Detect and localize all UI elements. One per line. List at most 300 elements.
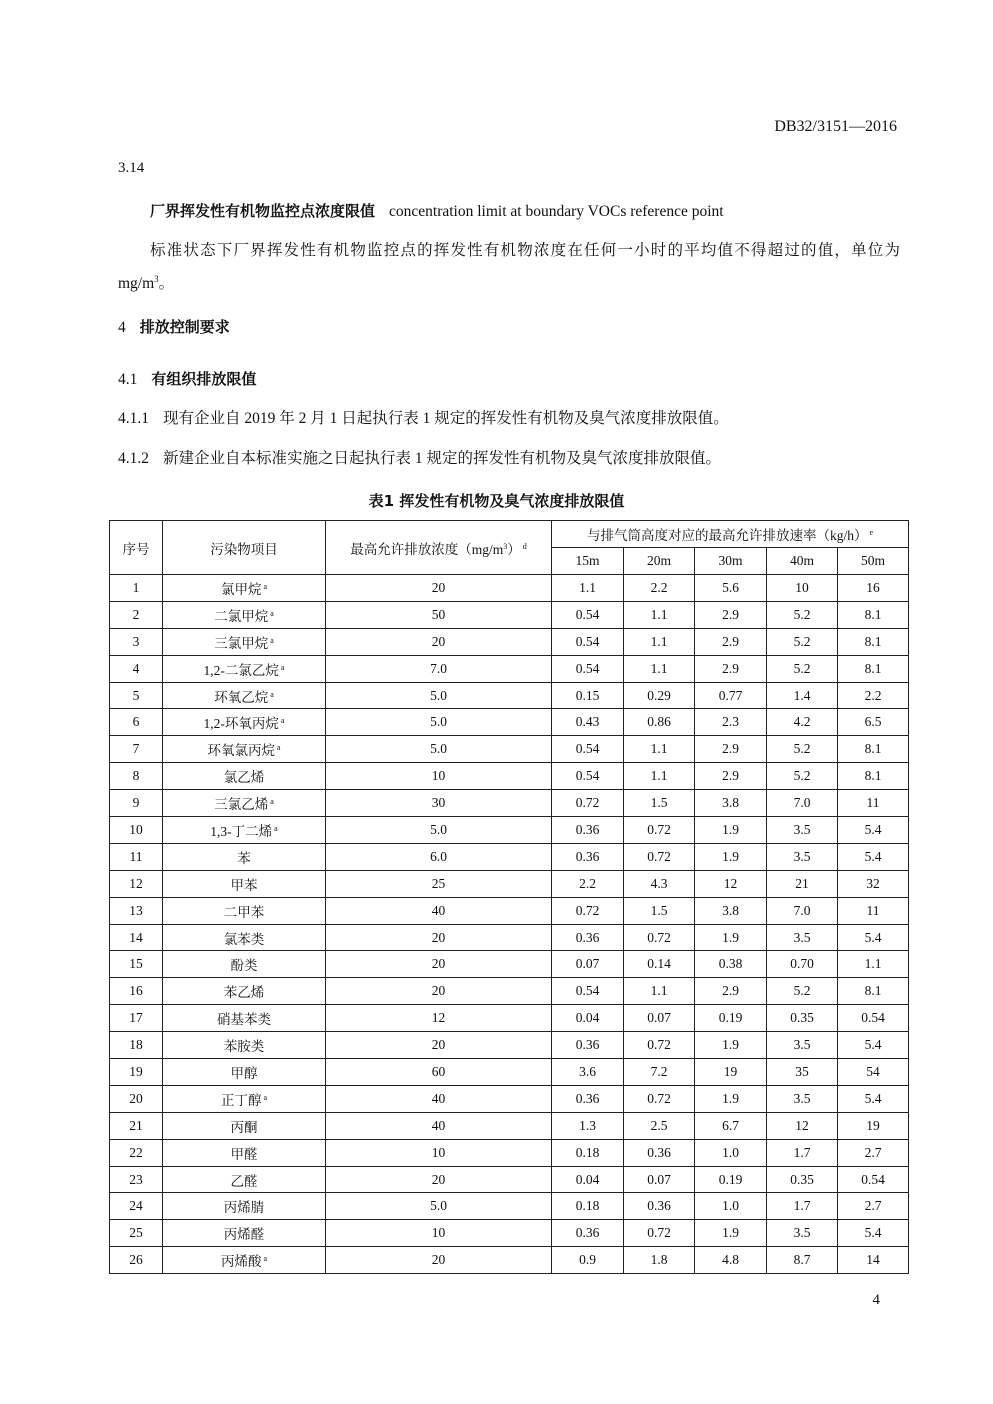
cell-max-concentration: 10 xyxy=(326,763,552,790)
pollutant-name: 二氯甲烷 xyxy=(214,608,269,624)
term-chinese: 厂界挥发性有机物监控点浓度限值 xyxy=(150,202,376,220)
cell-rate-15m: 0.36 xyxy=(552,1085,624,1112)
cell-seq: 11 xyxy=(110,843,163,870)
cell-seq: 24 xyxy=(110,1193,163,1220)
clause-4-1-2-number: 4.1.2 xyxy=(118,450,149,467)
footnote-marker: a xyxy=(263,1254,268,1264)
cell-rate-15m: 0.54 xyxy=(552,655,624,682)
cell-rate-50m: 0.54 xyxy=(838,1166,909,1193)
cell-seq: 18 xyxy=(110,1032,163,1059)
cell-rate-50m: 16 xyxy=(838,575,909,602)
cell-max-concentration: 12 xyxy=(326,1005,552,1032)
clause-4-1-1-text: 现有企业自 2019 年 2 月 1 日起执行表 1 规定的挥发性有机物及臭气浓度排放限值。 xyxy=(163,410,729,427)
pollutant-name: 丙烯腈 xyxy=(223,1200,265,1216)
term-definition xyxy=(118,236,900,298)
term-english: concentration limit at boundary VOCs reference point xyxy=(389,203,724,220)
cell-rate-40m: 3.5 xyxy=(767,1085,838,1112)
cell-max-concentration: 60 xyxy=(326,1059,552,1086)
cell-rate-50m: 6.5 xyxy=(838,709,909,736)
cell-seq: 6 xyxy=(110,709,163,736)
cell-rate-30m: 1.9 xyxy=(695,1220,767,1247)
cell-seq: 4 xyxy=(110,655,163,682)
cell-rate-30m: 0.38 xyxy=(695,951,767,978)
pollutant-name: 酚类 xyxy=(230,958,258,974)
cell-rate-50m: 5.4 xyxy=(838,1220,909,1247)
emission-limits-table xyxy=(109,520,909,1274)
definition-end: 。 xyxy=(158,275,175,293)
cell-rate-30m: 2.3 xyxy=(695,709,767,736)
cell-rate-20m: 1.1 xyxy=(624,978,695,1005)
cell-rate-30m: 6.7 xyxy=(695,1112,767,1139)
cell-rate-50m: 5.4 xyxy=(838,1085,909,1112)
clause-4-1-2-text: 新建企业自本标准实施之日起执行表 1 规定的挥发性有机物及臭气浓度排放限值。 xyxy=(163,450,722,467)
footnote-marker: a xyxy=(263,581,268,591)
table-row xyxy=(110,843,909,870)
cell-pollutant xyxy=(163,1193,326,1220)
cell-rate-20m: 1.1 xyxy=(624,628,695,655)
cell-pollutant xyxy=(163,655,326,682)
cell-max-concentration: 20 xyxy=(326,1166,552,1193)
cell-rate-30m: 0.19 xyxy=(695,1166,767,1193)
cell-seq: 13 xyxy=(110,897,163,924)
cell-max-concentration: 50 xyxy=(326,601,552,628)
cell-rate-15m: 0.36 xyxy=(552,843,624,870)
cell-rate-40m: 3.5 xyxy=(767,843,838,870)
cell-pollutant xyxy=(163,924,326,951)
cell-rate-20m: 0.14 xyxy=(624,951,695,978)
cell-seq: 1 xyxy=(110,575,163,602)
table-row xyxy=(110,951,909,978)
cell-max-concentration: 25 xyxy=(326,870,552,897)
cell-rate-15m: 0.36 xyxy=(552,1032,624,1059)
cell-rate-15m: 1.3 xyxy=(552,1112,624,1139)
cell-rate-40m: 12 xyxy=(767,1112,838,1139)
pollutant-name: 正丁醇 xyxy=(220,1092,262,1108)
cell-max-concentration: 40 xyxy=(326,1085,552,1112)
table-row xyxy=(110,1166,909,1193)
table-row xyxy=(110,1059,909,1086)
pollutant-name: 苯胺类 xyxy=(223,1039,265,1055)
cell-rate-50m: 54 xyxy=(838,1059,909,1086)
cell-rate-20m: 1.1 xyxy=(624,655,695,682)
table-row xyxy=(110,601,909,628)
table-row xyxy=(110,1085,909,1112)
cell-rate-20m: 2.5 xyxy=(624,1112,695,1139)
cell-rate-40m: 3.5 xyxy=(767,924,838,951)
header-cubic-superscript: 3 xyxy=(503,541,508,551)
cell-rate-40m: 1.7 xyxy=(767,1193,838,1220)
cell-rate-50m: 8.1 xyxy=(838,628,909,655)
cell-max-concentration: 40 xyxy=(326,897,552,924)
pollutant-name: 环氧乙烷 xyxy=(214,689,269,705)
cell-pollutant xyxy=(163,1059,326,1086)
table-row xyxy=(110,924,909,951)
cell-seq: 23 xyxy=(110,1166,163,1193)
cell-rate-40m: 5.2 xyxy=(767,763,838,790)
cell-rate-40m: 5.2 xyxy=(767,601,838,628)
cell-seq: 10 xyxy=(110,817,163,844)
header-height-30m: 30m xyxy=(695,548,767,575)
pollutant-name: 甲醛 xyxy=(230,1146,258,1162)
cell-rate-50m: 2.7 xyxy=(838,1139,909,1166)
cell-rate-30m: 1.0 xyxy=(695,1139,767,1166)
cell-max-concentration: 20 xyxy=(326,1032,552,1059)
cell-rate-20m: 0.72 xyxy=(624,843,695,870)
cell-max-concentration: 10 xyxy=(326,1220,552,1247)
table-row xyxy=(110,763,909,790)
cell-rate-50m: 5.4 xyxy=(838,843,909,870)
cell-pollutant xyxy=(163,1139,326,1166)
cell-pollutant xyxy=(163,1220,326,1247)
footnote-marker: a xyxy=(270,635,274,645)
table-row xyxy=(110,790,909,817)
cell-max-concentration: 20 xyxy=(326,1247,552,1274)
cell-pollutant xyxy=(163,1032,326,1059)
cell-rate-50m: 8.1 xyxy=(838,736,909,763)
cell-pollutant xyxy=(163,682,326,709)
cell-pollutant xyxy=(163,843,326,870)
cell-rate-40m: 5.2 xyxy=(767,628,838,655)
table-row xyxy=(110,1005,909,1032)
cell-rate-30m: 1.9 xyxy=(695,1032,767,1059)
cell-rate-40m: 0.35 xyxy=(767,1005,838,1032)
table-row xyxy=(110,682,909,709)
table-row xyxy=(110,628,909,655)
cell-rate-15m: 0.18 xyxy=(552,1139,624,1166)
cell-pollutant xyxy=(163,709,326,736)
cell-rate-40m: 7.0 xyxy=(767,897,838,924)
cell-rate-20m: 0.29 xyxy=(624,682,695,709)
table-row xyxy=(110,1032,909,1059)
cell-max-concentration: 20 xyxy=(326,575,552,602)
header-max-concentration-close: ） xyxy=(507,541,521,557)
cell-pollutant xyxy=(163,736,326,763)
cell-pollutant xyxy=(163,1005,326,1032)
cell-seq: 26 xyxy=(110,1247,163,1274)
cell-rate-40m: 4.2 xyxy=(767,709,838,736)
cell-rate-30m: 4.8 xyxy=(695,1247,767,1274)
cell-max-concentration: 5.0 xyxy=(326,736,552,763)
table-row xyxy=(110,709,909,736)
cell-rate-50m: 11 xyxy=(838,790,909,817)
cell-max-concentration: 7.0 xyxy=(326,655,552,682)
cell-rate-50m: 5.4 xyxy=(838,1032,909,1059)
cell-seq: 17 xyxy=(110,1005,163,1032)
footnote-marker: a xyxy=(270,608,274,618)
cell-max-concentration: 20 xyxy=(326,628,552,655)
pollutant-name: 1,2-二氯乙烷 xyxy=(203,662,279,678)
cell-rate-15m: 0.18 xyxy=(552,1193,624,1220)
pollutant-name: 丙酮 xyxy=(230,1119,258,1135)
table-caption: 表1 挥发性有机物及臭气浓度排放限值 xyxy=(368,492,625,510)
table-row xyxy=(110,978,909,1005)
cell-rate-15m: 0.36 xyxy=(552,1220,624,1247)
cell-rate-20m: 7.2 xyxy=(624,1059,695,1086)
cell-rate-15m: 0.36 xyxy=(552,817,624,844)
header-height-50m: 50m xyxy=(838,548,909,575)
header-height-40m: 40m xyxy=(767,548,838,575)
pollutant-name: 乙醛 xyxy=(230,1173,258,1189)
cell-rate-50m: 0.54 xyxy=(838,1005,909,1032)
cell-max-concentration: 6.0 xyxy=(326,843,552,870)
cell-pollutant xyxy=(163,601,326,628)
cell-rate-40m: 35 xyxy=(767,1059,838,1086)
cell-rate-30m: 2.9 xyxy=(695,763,767,790)
section-heading-4-1 xyxy=(118,368,256,389)
cell-rate-15m: 0.15 xyxy=(552,682,624,709)
header-max-concentration xyxy=(326,521,552,575)
definition-text: 标准状态下厂界挥发性有机物监控点的挥发性有机物浓度在任何一小时的平均值不得超过的值，单位为mg/m xyxy=(118,242,900,293)
table-row xyxy=(110,870,909,897)
cell-seq: 3 xyxy=(110,628,163,655)
cell-rate-20m: 0.72 xyxy=(624,817,695,844)
header-pollutant: 污染物项目 xyxy=(163,521,326,575)
table-row xyxy=(110,575,909,602)
cell-rate-50m: 2.2 xyxy=(838,682,909,709)
section-number-3-14: 3.14 xyxy=(118,160,145,176)
cell-rate-20m: 1.1 xyxy=(624,763,695,790)
table-row xyxy=(110,655,909,682)
pollutant-name: 氯甲烷 xyxy=(220,581,262,597)
cell-rate-20m: 0.72 xyxy=(624,924,695,951)
cell-rate-15m: 1.1 xyxy=(552,575,624,602)
cell-rate-50m: 14 xyxy=(838,1247,909,1274)
section-4-1-title: 有组织排放限值 xyxy=(151,370,257,388)
cell-pollutant xyxy=(163,951,326,978)
section-4-number: 4 xyxy=(118,319,126,336)
cell-seq: 8 xyxy=(110,763,163,790)
cell-rate-40m: 7.0 xyxy=(767,790,838,817)
cell-rate-40m: 1.4 xyxy=(767,682,838,709)
cell-rate-30m: 0.19 xyxy=(695,1005,767,1032)
cell-rate-20m: 0.36 xyxy=(624,1139,695,1166)
cell-rate-40m: 0.70 xyxy=(767,951,838,978)
cell-max-concentration: 5.0 xyxy=(326,1193,552,1220)
cell-max-concentration: 20 xyxy=(326,924,552,951)
cell-rate-20m: 0.36 xyxy=(624,1193,695,1220)
cell-max-concentration: 30 xyxy=(326,790,552,817)
cell-rate-40m: 10 xyxy=(767,575,838,602)
cell-max-concentration: 5.0 xyxy=(326,709,552,736)
cell-rate-30m: 2.9 xyxy=(695,736,767,763)
cell-rate-40m: 5.2 xyxy=(767,736,838,763)
header-seq: 序号 xyxy=(110,521,163,575)
header-rate-group-label: 与排气筒高度对应的最高允许排放速率（kg/h） xyxy=(586,528,868,543)
pollutant-name: 1,2-环氧丙烷 xyxy=(203,716,279,732)
cell-pollutant xyxy=(163,817,326,844)
cell-rate-30m: 12 xyxy=(695,870,767,897)
cell-pollutant xyxy=(163,763,326,790)
cell-rate-15m: 0.36 xyxy=(552,924,624,951)
footnote-marker: a xyxy=(280,662,285,672)
cell-rate-50m: 8.1 xyxy=(838,763,909,790)
clause-4-1-2 xyxy=(118,446,721,468)
pollutant-name: 苯 xyxy=(237,850,251,866)
cell-max-concentration: 5.0 xyxy=(326,817,552,844)
cell-rate-20m: 1.8 xyxy=(624,1247,695,1274)
cell-pollutant xyxy=(163,1247,326,1274)
cell-rate-15m: 0.54 xyxy=(552,601,624,628)
cell-rate-50m: 5.4 xyxy=(838,924,909,951)
table-body xyxy=(110,575,909,1274)
cell-rate-50m: 8.1 xyxy=(838,978,909,1005)
cell-rate-20m: 0.07 xyxy=(624,1005,695,1032)
cell-rate-20m: 0.72 xyxy=(624,1085,695,1112)
pollutant-name: 氯苯类 xyxy=(223,931,265,947)
document-id-header: DB32/3151—2016 xyxy=(774,118,897,135)
cell-seq: 14 xyxy=(110,924,163,951)
cell-rate-20m: 0.72 xyxy=(624,1220,695,1247)
table-row xyxy=(110,817,909,844)
cell-rate-40m: 3.5 xyxy=(767,817,838,844)
cell-rate-15m: 2.2 xyxy=(552,870,624,897)
table-row xyxy=(110,1247,909,1274)
cell-rate-15m: 0.04 xyxy=(552,1005,624,1032)
pollutant-name: 丙烯醛 xyxy=(223,1227,265,1243)
cell-rate-30m: 3.8 xyxy=(695,897,767,924)
footnote-marker: a xyxy=(270,689,274,699)
cell-max-concentration: 10 xyxy=(326,1139,552,1166)
pollutant-name: 甲醇 xyxy=(230,1065,258,1081)
cell-seq: 16 xyxy=(110,978,163,1005)
table-row xyxy=(110,1112,909,1139)
cell-rate-15m: 0.9 xyxy=(552,1247,624,1274)
cell-seq: 20 xyxy=(110,1085,163,1112)
cell-rate-30m: 2.9 xyxy=(695,628,767,655)
cell-rate-15m: 0.54 xyxy=(552,978,624,1005)
cell-rate-50m: 5.4 xyxy=(838,817,909,844)
footnote-marker: a xyxy=(263,1092,268,1102)
footnote-marker: a xyxy=(274,823,278,833)
cell-rate-20m: 1.1 xyxy=(624,736,695,763)
header-height-15m: 15m xyxy=(552,548,624,575)
cell-rate-40m: 8.7 xyxy=(767,1247,838,1274)
header-max-concentration-label: 最高允许排放浓度（mg/m xyxy=(350,541,504,557)
cell-rate-20m: 1.5 xyxy=(624,897,695,924)
cell-rate-30m: 1.9 xyxy=(695,924,767,951)
cell-rate-30m: 2.9 xyxy=(695,978,767,1005)
definition-superscript: 3 xyxy=(154,274,159,284)
cell-rate-15m: 0.54 xyxy=(552,628,624,655)
pollutant-name: 二甲苯 xyxy=(223,904,265,920)
cell-seq: 25 xyxy=(110,1220,163,1247)
cell-rate-50m: 8.1 xyxy=(838,655,909,682)
cell-seq: 15 xyxy=(110,951,163,978)
cell-pollutant xyxy=(163,978,326,1005)
table-row xyxy=(110,897,909,924)
cell-rate-50m: 19 xyxy=(838,1112,909,1139)
cell-rate-40m: 5.2 xyxy=(767,978,838,1005)
section-4-1-number: 4.1 xyxy=(118,371,138,388)
cell-rate-20m: 1.1 xyxy=(624,601,695,628)
cell-max-concentration: 20 xyxy=(326,951,552,978)
cell-rate-30m: 1.9 xyxy=(695,843,767,870)
cell-rate-15m: 0.04 xyxy=(552,1166,624,1193)
cell-rate-15m: 0.54 xyxy=(552,763,624,790)
cell-pollutant xyxy=(163,575,326,602)
pollutant-name: 苯乙烯 xyxy=(223,985,265,1001)
cell-rate-20m: 0.72 xyxy=(624,1032,695,1059)
cell-rate-40m: 0.35 xyxy=(767,1166,838,1193)
cell-max-concentration: 40 xyxy=(326,1112,552,1139)
cell-pollutant xyxy=(163,1166,326,1193)
page-number: 4 xyxy=(872,1292,880,1308)
cell-rate-15m: 0.72 xyxy=(552,897,624,924)
cell-rate-30m: 5.6 xyxy=(695,575,767,602)
cell-rate-20m: 2.2 xyxy=(624,575,695,602)
pollutant-name: 甲苯 xyxy=(230,877,258,893)
clause-4-1-1-number: 4.1.1 xyxy=(118,410,149,427)
clause-4-1-1 xyxy=(118,406,729,428)
cell-rate-40m: 21 xyxy=(767,870,838,897)
pollutant-name: 环氧氯丙烷 xyxy=(207,743,275,759)
term-entry xyxy=(150,200,724,221)
header-note-d: d xyxy=(522,541,527,551)
cell-rate-30m: 1.9 xyxy=(695,1085,767,1112)
cell-rate-40m: 3.5 xyxy=(767,1220,838,1247)
cell-rate-40m: 1.7 xyxy=(767,1139,838,1166)
cell-rate-50m: 11 xyxy=(838,897,909,924)
cell-rate-30m: 2.9 xyxy=(695,655,767,682)
cell-pollutant xyxy=(163,1112,326,1139)
header-note-e: e xyxy=(869,528,874,537)
cell-max-concentration: 5.0 xyxy=(326,682,552,709)
cell-rate-20m: 0.86 xyxy=(624,709,695,736)
cell-rate-30m: 1.0 xyxy=(695,1193,767,1220)
pollutant-name: 氯乙烯 xyxy=(223,770,265,786)
cell-seq: 9 xyxy=(110,790,163,817)
cell-rate-30m: 3.8 xyxy=(695,790,767,817)
table-row xyxy=(110,736,909,763)
cell-rate-15m: 0.43 xyxy=(552,709,624,736)
cell-rate-15m: 3.6 xyxy=(552,1059,624,1086)
cell-rate-30m: 2.9 xyxy=(695,601,767,628)
cell-rate-40m: 3.5 xyxy=(767,1032,838,1059)
pollutant-name: 丙烯酸 xyxy=(220,1254,262,1270)
cell-max-concentration: 20 xyxy=(326,978,552,1005)
cell-seq: 5 xyxy=(110,682,163,709)
pollutant-name: 三氯甲烷 xyxy=(214,635,269,651)
cell-rate-50m: 1.1 xyxy=(838,951,909,978)
cell-rate-50m: 8.1 xyxy=(838,601,909,628)
cell-rate-20m: 4.3 xyxy=(624,870,695,897)
cell-pollutant xyxy=(163,790,326,817)
cell-pollutant xyxy=(163,628,326,655)
cell-rate-15m: 0.72 xyxy=(552,790,624,817)
pollutant-name: 1,3-丁二烯 xyxy=(210,823,273,839)
cell-rate-20m: 1.5 xyxy=(624,790,695,817)
cell-rate-15m: 0.07 xyxy=(552,951,624,978)
header-rate-group xyxy=(552,521,909,548)
cell-seq: 21 xyxy=(110,1112,163,1139)
cell-rate-30m: 1.9 xyxy=(695,817,767,844)
section-4-title: 排放控制要求 xyxy=(139,318,230,336)
cell-pollutant xyxy=(163,897,326,924)
cell-seq: 7 xyxy=(110,736,163,763)
cell-rate-30m: 0.77 xyxy=(695,682,767,709)
cell-seq: 19 xyxy=(110,1059,163,1086)
cell-rate-30m: 19 xyxy=(695,1059,767,1086)
cell-pollutant xyxy=(163,870,326,897)
cell-pollutant xyxy=(163,1085,326,1112)
cell-seq: 22 xyxy=(110,1139,163,1166)
cell-rate-20m: 0.07 xyxy=(624,1166,695,1193)
pollutant-name: 三氯乙烯 xyxy=(214,797,269,813)
cell-rate-50m: 32 xyxy=(838,870,909,897)
cell-seq: 12 xyxy=(110,870,163,897)
cell-rate-50m: 2.7 xyxy=(838,1193,909,1220)
cell-seq: 2 xyxy=(110,601,163,628)
